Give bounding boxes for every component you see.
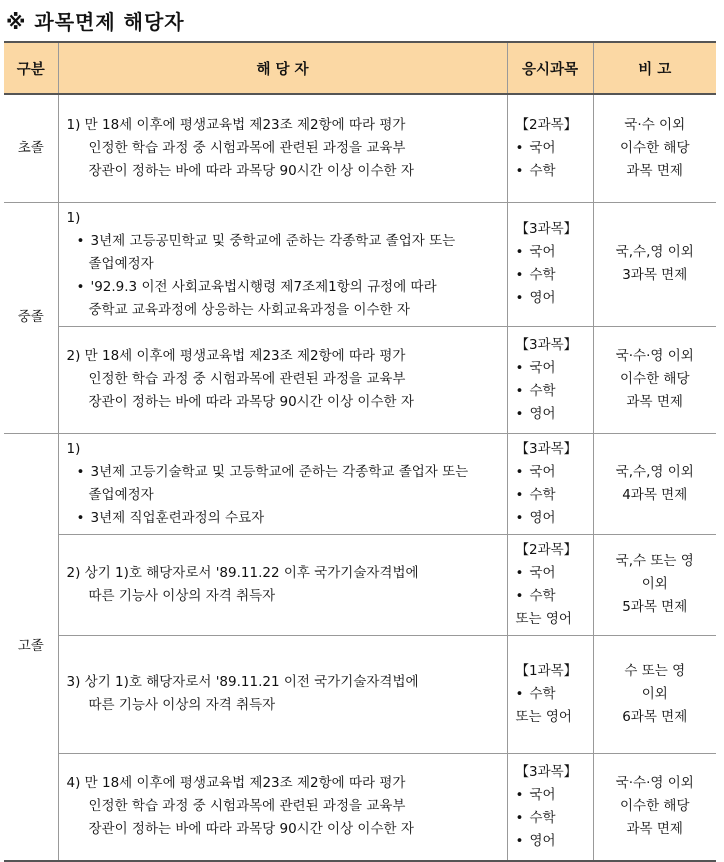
bullet-icon: • <box>76 509 85 526</box>
header-row <box>4 42 716 94</box>
target-cell: 1) • 3년제 고등기술학교 및 고등학교에 준하는 각종학교 졸업자 또는 졸업예정자 • 3년제 직업훈련과정의 수료자 <box>58 433 507 534</box>
bullet-icon: • <box>515 509 524 526</box>
subjects-cell: 【1과목】 • 수학 또는 영어 <box>507 635 593 753</box>
target-cell: 2) 상기 1)호 해당자로서 '89.11.22 이후 국가기술자격법에 따른 기능사 이상의 자격 취득자 <box>58 534 507 635</box>
bullet-icon: • <box>515 564 524 581</box>
header-note: 비 고 <box>593 42 716 94</box>
target-cell: 1) 만 18세 이후에 평생교육법 제23조 제2항에 따라 평가 인정한 학습 과정 중 시험과목에 관련된 과정을 교육부 장관이 정하는 바에 따라 과목당 90시간 이상 이수한 자 <box>58 94 507 202</box>
subjects-cell: 【3과목】 • 국어 • 수학 • 영어 <box>507 433 593 534</box>
bullet-icon: • <box>515 382 524 399</box>
subjects-cell: 【2과목】 • 국어 • 수학 <box>507 94 593 202</box>
bullet-icon: • <box>515 139 524 156</box>
table-row <box>4 94 716 202</box>
bullet-icon: • <box>515 290 524 306</box>
table-row <box>4 433 716 534</box>
group-label: 고졸 <box>4 433 58 861</box>
note-cell: 국·수·영 이외 이수한 해당 과목 면제 <box>593 326 716 433</box>
target-cell: 4) 만 18세 이후에 평생교육법 제23조 제2항에 따라 평가 인정한 학습 과정 중 시험과목에 관련된 과정을 교육부 장관이 정하는 바에 따라 과목당 90시간 이상 이수한 자 <box>58 753 507 861</box>
bullet-icon: • <box>515 786 524 803</box>
bullet-icon: • <box>515 162 524 179</box>
bullet-icon: • <box>76 463 85 480</box>
table-row <box>4 326 716 433</box>
bullet-icon: • <box>515 463 524 480</box>
header-subjects: 응시과목 <box>507 42 593 94</box>
note-cell: 국·수·영 이외 이수한 해당 과목 면제 <box>593 753 716 861</box>
bullet-icon: • <box>515 405 524 422</box>
subjects-cell: 【3과목】 • 국어 • 수학 • 영어 <box>507 326 593 433</box>
bullet-icon: • <box>515 359 524 376</box>
bullet-icon: • <box>515 486 524 503</box>
subjects-cell: 【3과목】 • 국어 • 수학 • 영어 <box>507 202 593 326</box>
bullet-icon: • <box>76 278 85 295</box>
page-title: ※ 과목면제 해당자 <box>6 10 185 34</box>
bullet-icon: • <box>515 267 524 283</box>
table-row <box>4 635 716 753</box>
group-label: 초졸 <box>4 94 58 202</box>
group-label: 중졸 <box>4 202 58 433</box>
table-row <box>4 753 716 861</box>
bullet-icon: • <box>515 685 524 702</box>
bullet-icon: • <box>515 587 524 604</box>
subjects-cell: 【2과목】 • 국어 • 수학 또는 영어 <box>507 534 593 635</box>
bullet-icon: • <box>515 809 524 826</box>
table-row <box>4 202 716 326</box>
note-cell: 국,수,영 이외 4과목 면제 <box>593 433 716 534</box>
header-target: 해 당 자 <box>58 42 507 94</box>
bullet-icon: • <box>515 832 524 849</box>
note-cell: 국·수 이외 이수한 해당 과목 면제 <box>593 94 716 202</box>
target-cell: 1) • 3년제 고등공민학교 및 중학교에 준하는 각종학교 졸업자 또는 졸업예정자 • '92.9.3 이전 사회교육법시행령 제7조제1항의 규정에 따라 중학교 교육과정에 상응하는 사회교육과정을 이수한 자 <box>58 202 507 326</box>
bullet-icon: • <box>76 232 85 249</box>
subjects-cell: 【3과목】 • 국어 • 수학 • 영어 <box>507 753 593 861</box>
note-cell: 수 또는 영 이외 6과목 면제 <box>593 635 716 753</box>
note-cell: 국,수,영 이외 3과목 면제 <box>593 202 716 326</box>
exemption-table <box>4 41 716 862</box>
header-category: 구분 <box>4 42 58 94</box>
table-row <box>4 534 716 635</box>
target-cell: 2) 만 18세 이후에 평생교육법 제23조 제2항에 따라 평가 인정한 학습 과정 중 시험과목에 관련된 과정을 교육부 장관이 정하는 바에 따라 과목당 90시간 이상 이수한 자 <box>58 326 507 433</box>
target-cell: 3) 상기 1)호 해당자로서 '89.11.21 이전 국가기술자격법에 따른 기능사 이상의 자격 취득자 <box>58 635 507 753</box>
note-cell: 국,수 또는 영 이외 5과목 면제 <box>593 534 716 635</box>
bullet-icon: • <box>515 244 524 260</box>
